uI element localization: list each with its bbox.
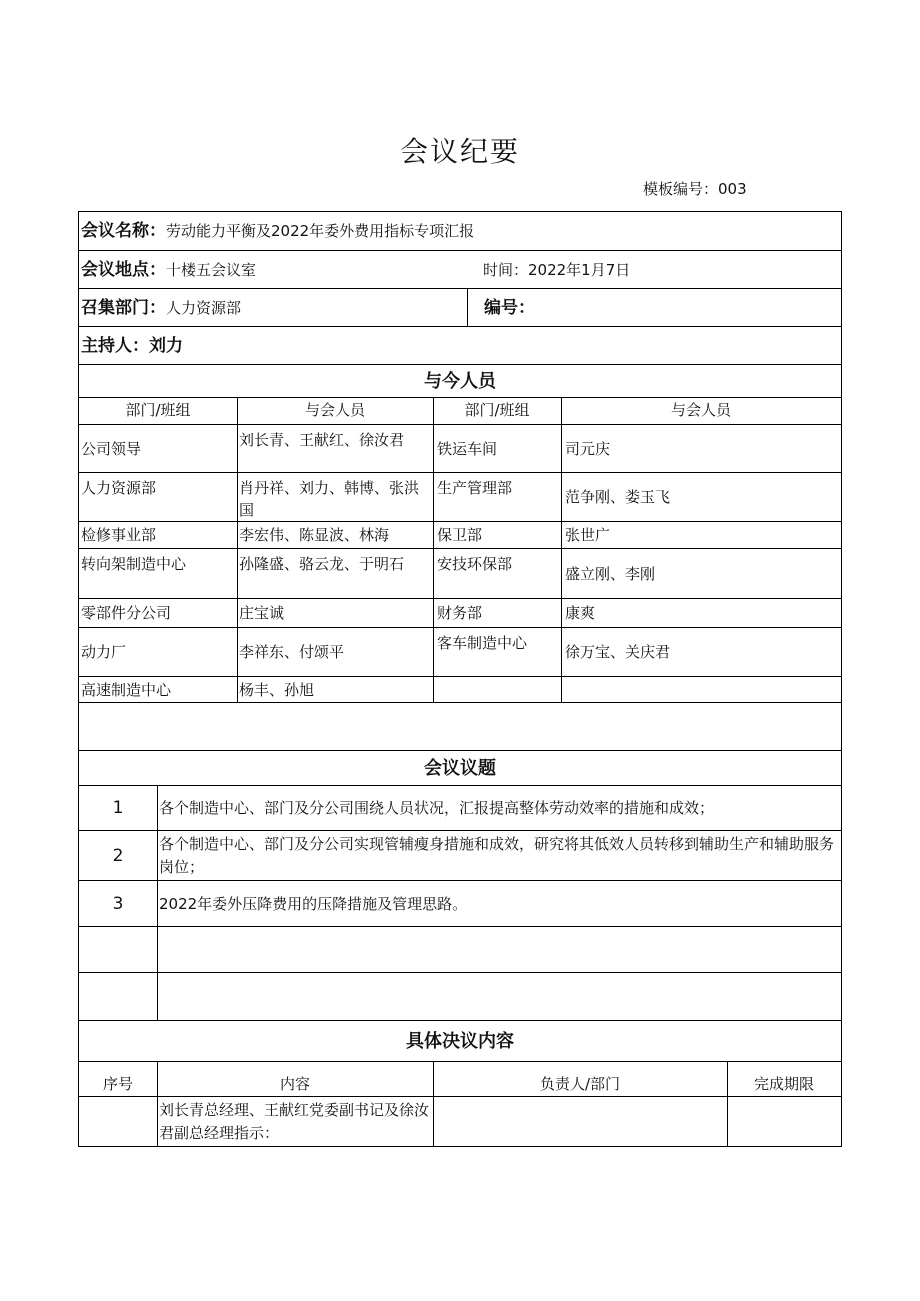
col-content: 内容	[279, 1075, 310, 1093]
meeting-name-row	[78, 211, 842, 251]
attendee-row	[78, 628, 842, 677]
attendee-row	[78, 425, 842, 473]
attendee-dept: 财务部	[437, 604, 483, 622]
meeting-location-value: 十楼五会议室	[166, 260, 257, 279]
attendee-dept: 铁运车间	[437, 439, 498, 458]
attendee-people: 司元庆	[565, 439, 611, 458]
attendee-dept	[435, 677, 561, 702]
attendee-people: 刘长青、王献红、徐汝君	[239, 431, 405, 449]
topic-text: 各个制造中心、部门及分公司实现管辅瘦身措施和成效，研究将其低效人员转移到辅助生产和辅助服务岗位；	[159, 835, 835, 876]
topic-text	[159, 927, 837, 972]
attendee-row	[78, 677, 842, 703]
col-dept-2: 部门/班组	[464, 401, 530, 419]
resolution-row	[78, 1097, 842, 1147]
attendee-dept: 公司领导	[81, 439, 142, 458]
topic-number: 1	[112, 798, 124, 818]
attendee-people: 范争刚、娄玉飞	[565, 488, 671, 506]
topic-text: 各个制造中心、部门及分公司围绕人员状况，汇报提高整体劳动效率的措施和成效；	[159, 799, 715, 817]
col-deadline: 完成期限	[753, 1075, 814, 1093]
template-number: 模板编号：003	[643, 180, 747, 198]
topic-number: 2	[112, 845, 124, 866]
attendee-dept: 转向架制造中心	[81, 555, 187, 573]
meeting-name-value: 劳动能力平衡及2022年委外费用指标专项汇报	[166, 222, 475, 240]
resolutions-heading-row	[78, 1021, 842, 1062]
host-value: 刘力	[149, 335, 183, 356]
attendee-dept: 动力厂	[81, 643, 127, 661]
topic-text	[159, 973, 837, 1020]
col-dept-1: 部门/班组	[125, 401, 191, 419]
resolutions-heading: 具体决议内容	[406, 1031, 514, 1052]
attendee-dept: 人力资源部	[81, 479, 157, 497]
attendee-dept: 检修事业部	[81, 526, 157, 544]
attendee-dept: 高速制造中心	[81, 680, 172, 699]
attendees-header-row	[78, 398, 842, 425]
attendee-people: 徐万宝、关庆君	[565, 643, 671, 661]
topic-number: 3	[112, 893, 124, 914]
attendee-people: 孙隆盛、骆云龙、于明石	[239, 555, 405, 573]
attendee-dept: 零部件分公司	[81, 604, 172, 622]
convening-dept-value: 人力资源部	[166, 298, 242, 317]
resolution-content: 刘长青总经理、王献红党委副书记及徐汝君副总经理指示：	[159, 1101, 430, 1142]
attendee-people: 李宏伟、陈显波、林海	[239, 526, 390, 544]
attendee-dept: 客车制造中心	[437, 634, 528, 652]
attendee-row	[78, 473, 842, 522]
document-title: 会议纪要	[399, 135, 520, 168]
host-row	[78, 327, 842, 365]
meeting-location-label: 会议地点：	[81, 259, 166, 280]
resolution-owner	[435, 1097, 725, 1146]
minutes-form	[78, 211, 842, 1147]
col-owner: 负责人/部门	[539, 1075, 621, 1093]
topics-heading-row	[78, 751, 842, 786]
attendee-dept: 安技环保部	[437, 555, 513, 573]
attendee-dept: 生产管理部	[437, 479, 513, 497]
topic-text: 2022年委外压降费用的压降措施及管理思路。	[159, 894, 468, 913]
topic-row	[78, 927, 842, 973]
topic-number	[79, 973, 157, 1020]
attendee-dept: 保卫部	[437, 526, 483, 544]
col-people-2: 与会人员	[670, 401, 731, 419]
meeting-number-label: 编号：	[484, 297, 535, 318]
convening-dept-row	[78, 289, 842, 327]
resolution-number	[79, 1097, 157, 1146]
attendee-people: 肖丹祥、刘力、韩博、张洪国	[239, 479, 420, 519]
meeting-time: 时间：2022年1月7日	[483, 260, 631, 279]
attendee-people: 杨丰、孙旭	[239, 680, 315, 699]
blank-row	[78, 703, 842, 751]
attendee-row	[78, 522, 842, 549]
attendee-row	[78, 549, 842, 599]
attendee-people: 李祥东、付颂平	[239, 643, 345, 661]
topics-heading: 会议议题	[424, 758, 496, 779]
topic-row	[78, 831, 842, 881]
attendee-people	[565, 677, 841, 702]
topic-row	[78, 786, 842, 831]
attendees-heading: 与今人员	[424, 371, 496, 392]
attendees-heading-row	[78, 365, 842, 398]
host-label: 主持人：	[81, 335, 149, 356]
attendee-people: 康爽	[565, 604, 596, 622]
meeting-name-label: 会议名称：	[81, 221, 166, 241]
topic-number	[79, 927, 157, 972]
topic-row	[78, 973, 842, 1021]
attendee-people: 盛立刚、李刚	[565, 564, 656, 583]
attendee-people: 庄宝诚	[239, 604, 285, 622]
col-number: 序号	[102, 1075, 133, 1093]
col-people-1: 与会人员	[304, 401, 365, 419]
resolution-deadline	[729, 1097, 841, 1146]
topic-row	[78, 881, 842, 927]
meeting-location-row	[78, 251, 842, 289]
attendee-row	[78, 599, 842, 628]
convening-dept-label: 召集部门：	[81, 297, 166, 318]
attendee-people: 张世广	[565, 526, 611, 544]
resolutions-header-row	[78, 1062, 842, 1097]
